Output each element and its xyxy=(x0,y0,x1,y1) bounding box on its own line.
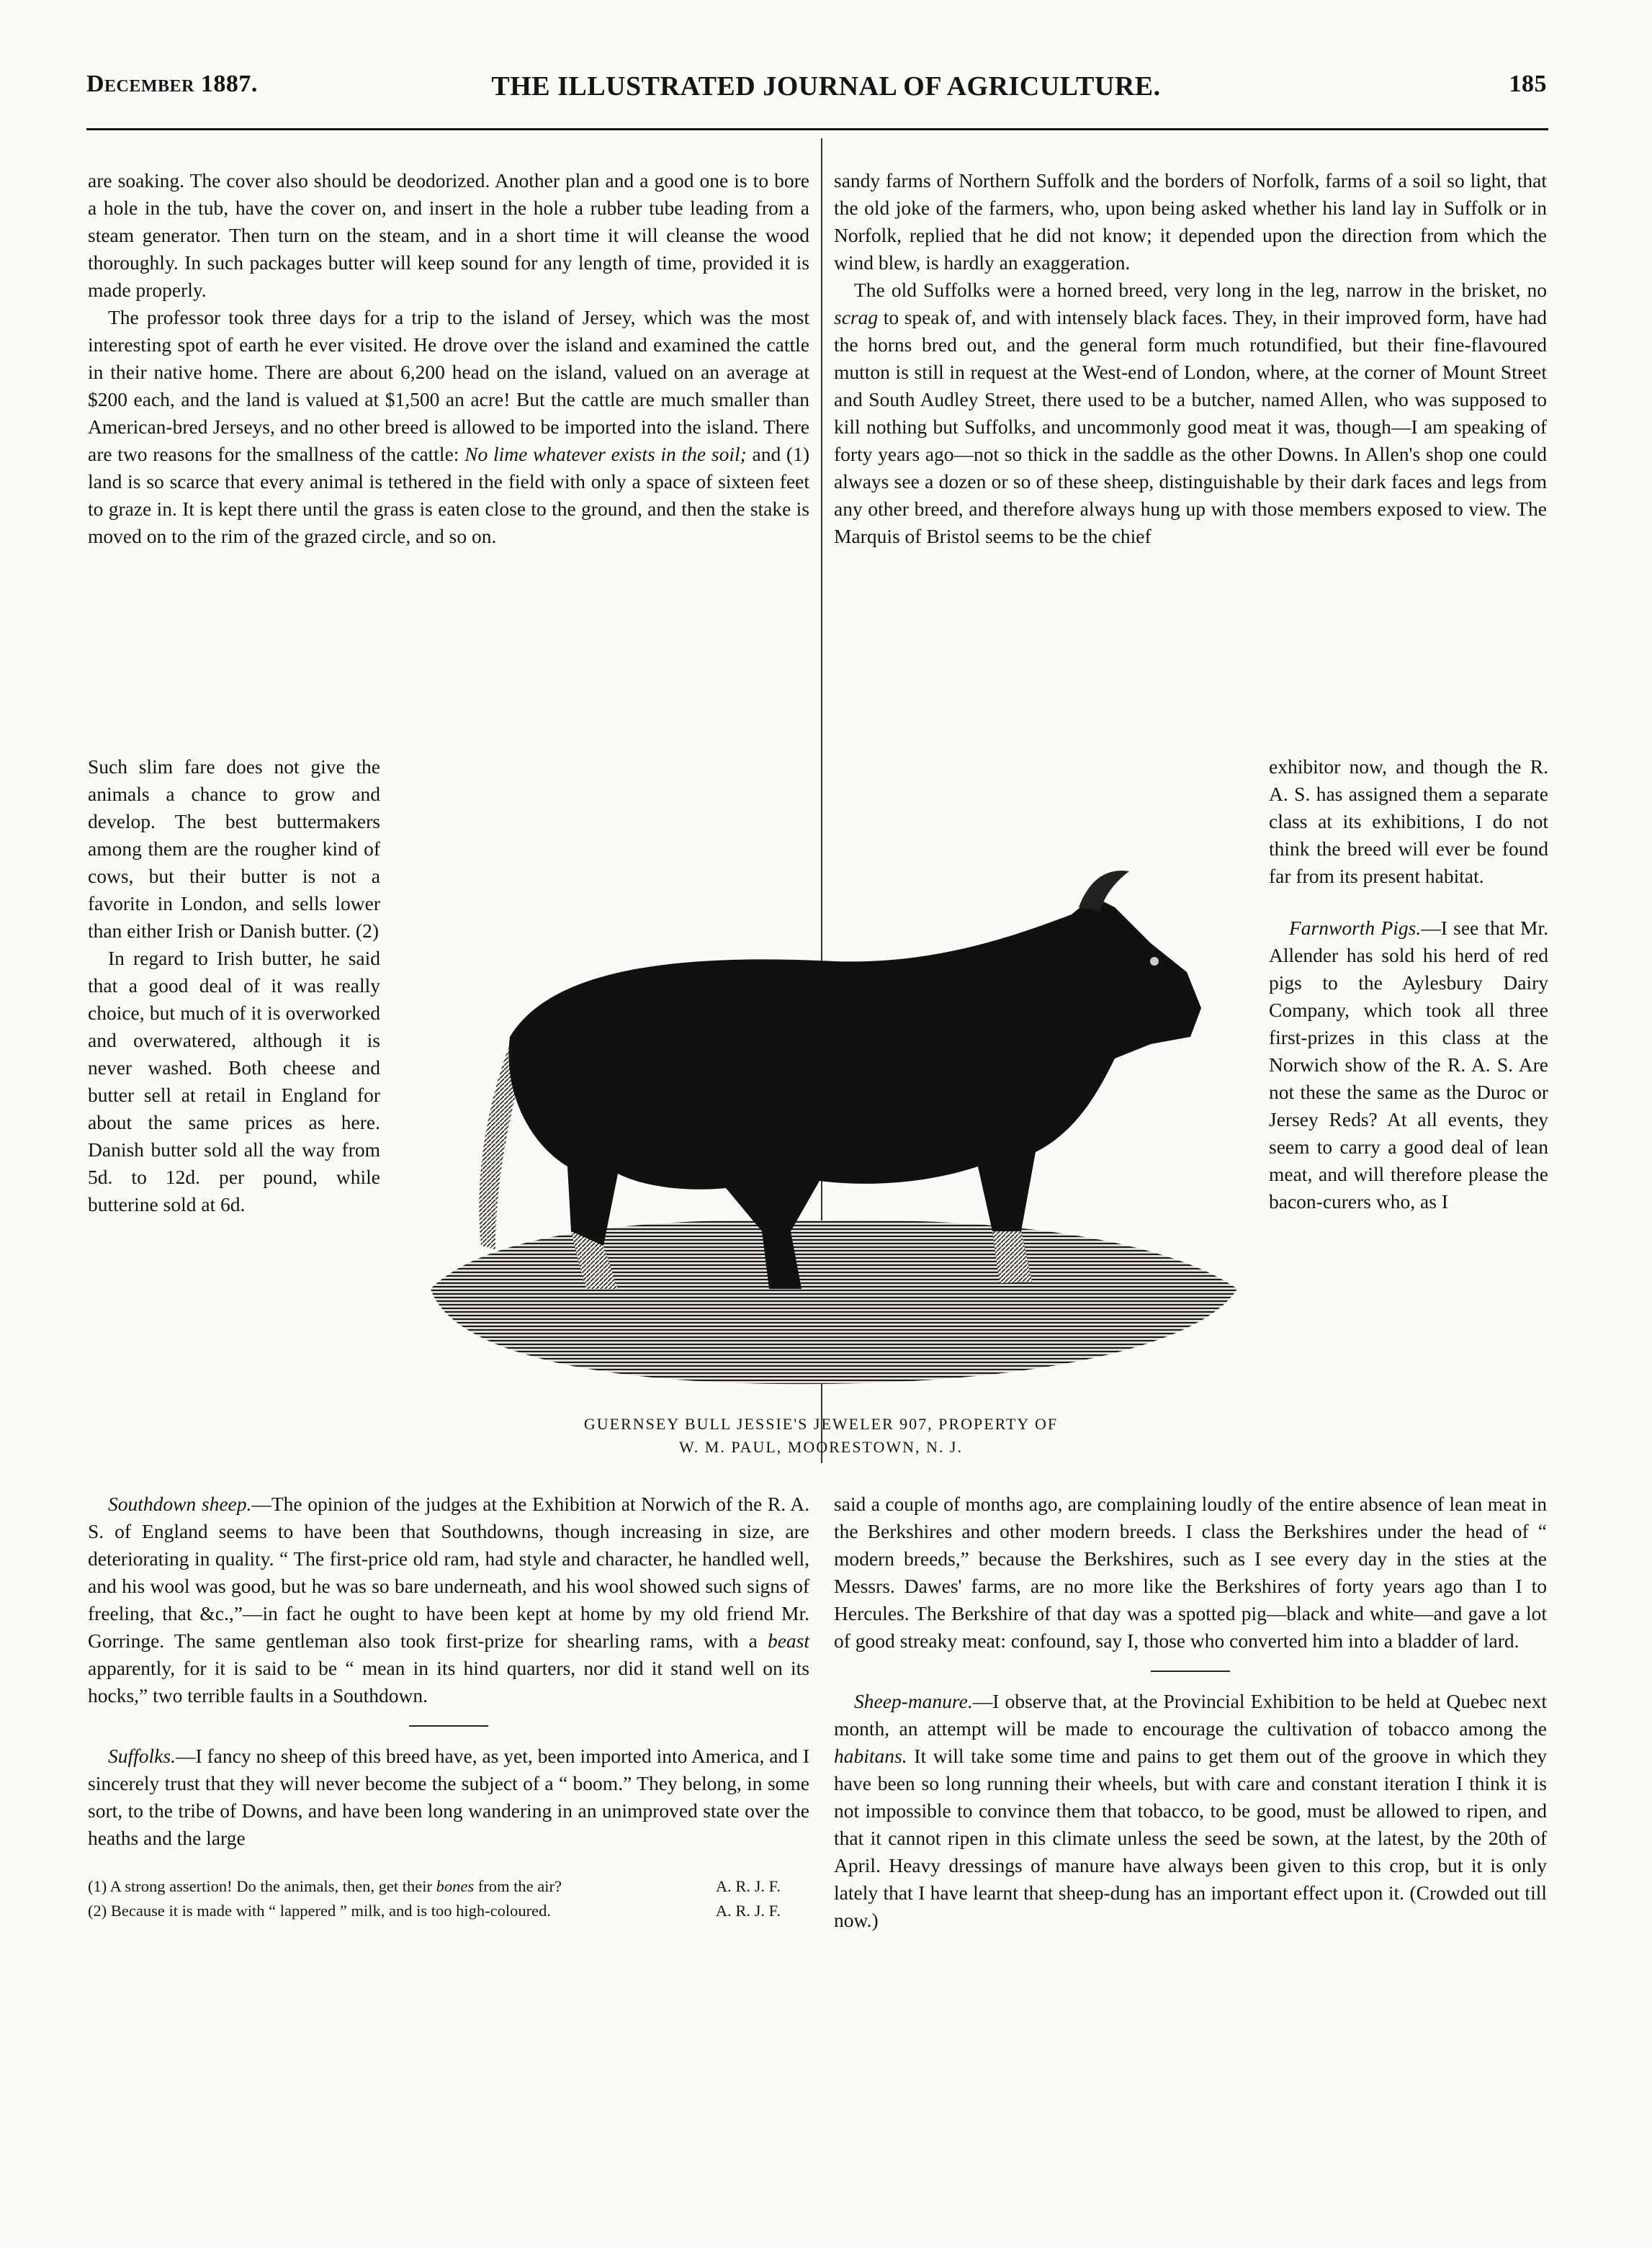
section-heading: Southdown sheep. xyxy=(108,1493,252,1515)
section-heading: Suffolks. xyxy=(108,1745,176,1767)
bottom-left-column xyxy=(88,1491,809,1925)
footnote-signature: A. R. J. F. xyxy=(715,1902,781,1920)
paragraph-chief-exhibitor: exhibitor now, and though the R. A. S. has assigned them a separate class at its exhibitions, I do not think the breed will ever be found far from its present habitat. xyxy=(1269,755,1548,887)
italic-emphasis: No lime whatever exists in the soil; xyxy=(464,443,747,465)
bottom-right-column xyxy=(834,1491,1547,1934)
illustration-caption xyxy=(389,1413,1253,1459)
paragraph-irish-butter: In regard to Irish butter, he said that a good deal of it was really choice, but much of it is overworked and overwatered, although it is never washed. Both cheese and butter sell at retail in England for about the same prices as here. Danish butter sold all the way from 5d. to 12d. per pound, while butterine sold at 6d. xyxy=(88,947,380,1215)
paragraph-sheep-manure: Sheep-manure.—I observe that, at the Provincial Exhibition to be held at Quebec next month, an attempt will be made to encourage the cultivation of tobacco among the habitans. It will take some time and pains to get them out of the groove in which they have been so long running their wheels, but with care and constant iteration I think it is not impossible to convince them that tobacco, to be good, must be allowed to ripen, and that it cannot ripen in this climate unless the seed be sown, at the latest, by the 20th of April. Heavy dressings of manure have always been given to this crop, but it is only lately that I have learnt that sheep-dung has an important effect upon it. (Crowded out till now.) xyxy=(834,1690,1547,1931)
left-column-top xyxy=(88,167,809,550)
paragraph-slim-fare: Such slim fare does not give the animals a chance to grow and develop. The best buttermakers among them are the rougher kind of cows, but their butter is not a favorite in London, and sells lower than either Irish or Danish butter. (2) xyxy=(88,755,380,942)
section-heading: Farnworth Pigs. xyxy=(1289,917,1422,939)
paragraph-old-suffolks: The old Suffolks were a horned breed, very long in the leg, narrow in the brisket, no scrag to speak of, and with intensely black faces. They, in their improved form, have had the horns bred out, and the general form much rotundified, but their fine-flavoured mutton is still in request at the West-end of London, where, at the corner of Mount Street and South Audley Street, there used to be a butcher, named Allen, who was supposed to kill nothing but Suffolks, and uncommonly good meat it was, though—I am speaking of forty years ago—not so thick in the saddle as the other Downs. In Allen's shop one could always see a dozen or so of these sheep, distinguishable by their dark faces and legs from any other breed, and therefore always hung up with those members exposed to view. The Marquis of Bristol seems to be the chief xyxy=(834,279,1548,547)
ground-shading xyxy=(431,1220,1237,1384)
paragraph-suffolks: Suffolks.—I fancy no sheep of this breed have, as yet, been imported into America, and I sincerely trust that they will never become the subject of a “ boom.” They belong, in some sort, to the tribe of Downs, and have been long wandering in an unimproved state over the heaths and the large xyxy=(88,1745,809,1849)
bull-engraving xyxy=(387,828,1256,1398)
paragraph-farnworth-pigs: Farnworth Pigs.—I see that Mr. Allender has sold his herd of red pigs to the Aylesbury Dairy Company, which took all three first-prizes in this class at the Norwich show of the R. A. S. Are not these the same as the Duroc or Jersey Reds? At all events, they seem to carry a good deal of lean meat, and will therefore please the bacon-curers who, as I xyxy=(1269,917,1548,1213)
italic-emphasis: beast xyxy=(767,1629,809,1652)
italic-emphasis: habitans. xyxy=(834,1745,907,1767)
section-heading: Sheep-manure. xyxy=(854,1690,973,1712)
footnote-2: (2) Because it is made with “ lappered ” milk, and is too high-coloured. A. R. J. F. xyxy=(88,1902,781,1920)
caption-line-2: W. M. PAUL, MOORESTOWN, N. J. xyxy=(679,1438,963,1456)
journal-title: THE ILLUSTRATED JOURNAL OF AGRICULTURE. xyxy=(491,71,1161,102)
paragraph-butter-packages: are soaking. The cover also should be deodorized. Another plan and a good one is to bore a hole in the tub, have the cover on, and insert in the hole a rubber tube leading from a steam generator. Then turn on the steam, and in a short time it will cleanse the wood thoroughly. In such packages butter will keep sound for any length of time, provided it is made properly. xyxy=(88,169,809,301)
caption-line-1: GUERNSEY BULL JESSIE'S JEWELER 907, PROPERTY OF xyxy=(583,1415,1059,1433)
running-header-date: December 1887. xyxy=(86,71,258,97)
bull-eye xyxy=(1150,957,1159,966)
section-divider xyxy=(1151,1671,1230,1672)
left-column-narrow xyxy=(88,753,380,1218)
guernsey-bull-illustration xyxy=(387,828,1256,1398)
header-rule xyxy=(86,128,1548,130)
page-number: 185 xyxy=(1509,71,1547,97)
footnote-signature: A. R. J. F. xyxy=(715,1877,781,1895)
paragraph-suffolk-farms: sandy farms of Northern Suffolk and the borders of Norfolk, farms of a soil so light, that the old joke of the farmers, who, upon being asked whether his land lay in Suffolk or in Norfolk, replied that he did not know; it depended upon the direction from which the wind blew, is hardly an exaggeration. xyxy=(834,169,1547,274)
section-divider xyxy=(409,1725,488,1727)
italic-emphasis: scrag xyxy=(834,306,879,328)
footnote-1: (1) A strong assertion! Do the animals, then, get their bones from the air? A. R. J. F. xyxy=(88,1877,781,1895)
paragraph-berkshires: said a couple of months ago, are complaining loudly of the entire absence of lean meat in the Berkshires and other modern breeds. I class the Berkshires under the head of “ modern breeds,” because the Berkshires, such as I see every day in the sties at the Messrs. Dawes' farms, are no more like the Berkshires of forty years ago than I to Hercules. The Berkshire of that day was a spotted pig—black and white—and gave a lot of good streaky meat: confound, say I, those who converted him into a bladder of lard. xyxy=(834,1493,1547,1652)
right-column-top xyxy=(834,167,1547,550)
paragraph-southdown-sheep: Southdown sheep.—The opinion of the judges at the Exhibition at Norwich of the R. A. S. of England seems to have been that Southdowns, though increasing in size, are deteriorating in quality. “ The first-price old ram, had style and character, he handled well, and his wool was good, but he was so bare underneath, and his wool showed such signs of freeling, that &c.,”—in fact he ought to have been kept at home by my old friend Mr. Gorringe. The same gentleman also took first-prize for shearling rams, with a beast apparently, for it is said to be “ mean in its hind quarters, nor did it stand well on its hocks,” two terrible faults in a Southdown. xyxy=(88,1493,809,1707)
right-column-narrow xyxy=(1269,753,1548,1215)
paragraph-jersey-trip: The professor took three days for a trip to the island of Jersey, which was the most interesting spot of earth he ever visited. He drove over the island and examined the cattle in their native home. There are about 6,200 head on the island, valued on an average at $200 each, and the land is valued at $1,500 an acre! But the cattle are much smaller than American-bred Jerseys, and no other breed is allowed to be imported into the island. There are two reasons for the smallness of the cattle: No lime whatever exists in the soil; and (1) land is so scarce that every animal is tethered in the field with only a space of sixteen feet to graze in. It is kept there until the grass is eaten close to the ground, and then the stake is moved on to the rim of the grazed circle, and so on. xyxy=(88,306,810,547)
footnotes xyxy=(88,1876,809,1921)
